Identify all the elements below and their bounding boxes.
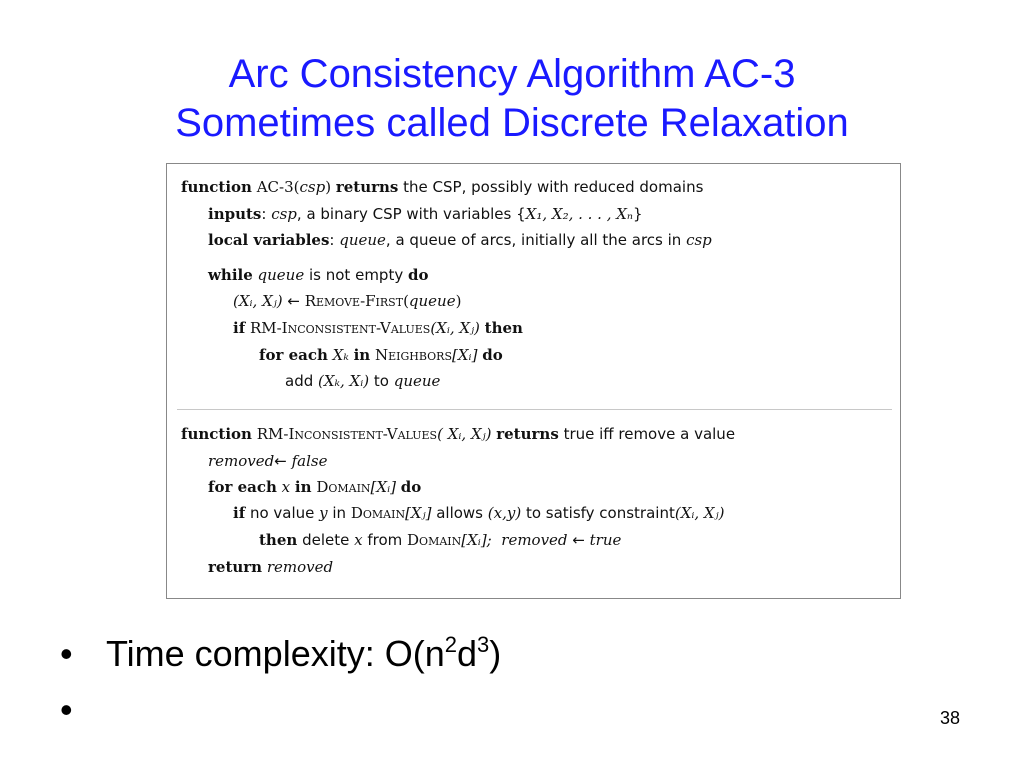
rm-signature: function RM-Inconsistent-Values( Xᵢ, Xⱼ) returns true iff remove a value: [181, 425, 736, 443]
ac3-signature: function AC-3(csp) returns the CSP, possibly with reduced domains: [181, 178, 704, 196]
slide-title-line2: Sometimes called Discrete Relaxation: [175, 101, 849, 145]
ac3-add: add (Xₖ, Xᵢ) to queue: [285, 372, 441, 390]
ac3-for-each: for each Xₖ in Neighbors[Xᵢ] do: [259, 346, 503, 364]
bullet-marker: •: [60, 689, 73, 730]
rm-if: if no value y in Domain[Xⱼ] allows (x,y) to satisfy constraint(Xᵢ, Xⱼ): [233, 504, 725, 522]
rm-removed-init: removed← false: [208, 452, 328, 470]
ac3-inputs: inputs: csp, a binary CSP with variables {X₁, X₂, . . . , Xₙ}: [208, 205, 643, 223]
bullet-empty: [60, 690, 106, 730]
algorithm-figure: [166, 163, 901, 599]
ac3-remove-first: (Xᵢ, Xⱼ) ← Remove-First(queue): [233, 292, 462, 310]
algorithm-divider: [177, 409, 892, 410]
ac3-if: if RM-Inconsistent-Values(Xᵢ, Xⱼ) then: [233, 319, 523, 337]
rm-return: return removed: [208, 558, 334, 576]
rm-then-delete: then delete x from Domain[Xᵢ]; removed ← true: [259, 531, 622, 549]
ac3-local-variables: local variables: queue, a queue of arcs, initially all the arcs in csp: [208, 231, 712, 249]
page-number: 38: [940, 708, 961, 728]
rm-for-each: for each x in Domain[Xᵢ] do: [208, 478, 422, 496]
slide-title-line1: Arc Consistency Algorithm AC-3: [228, 52, 796, 96]
bullet-time-complexity: • Time complexity: $O(n^2d^3)$: [60, 632, 502, 674]
bullet-marker: •: [60, 633, 73, 674]
ac3-while: while queue is not empty do: [208, 266, 429, 284]
